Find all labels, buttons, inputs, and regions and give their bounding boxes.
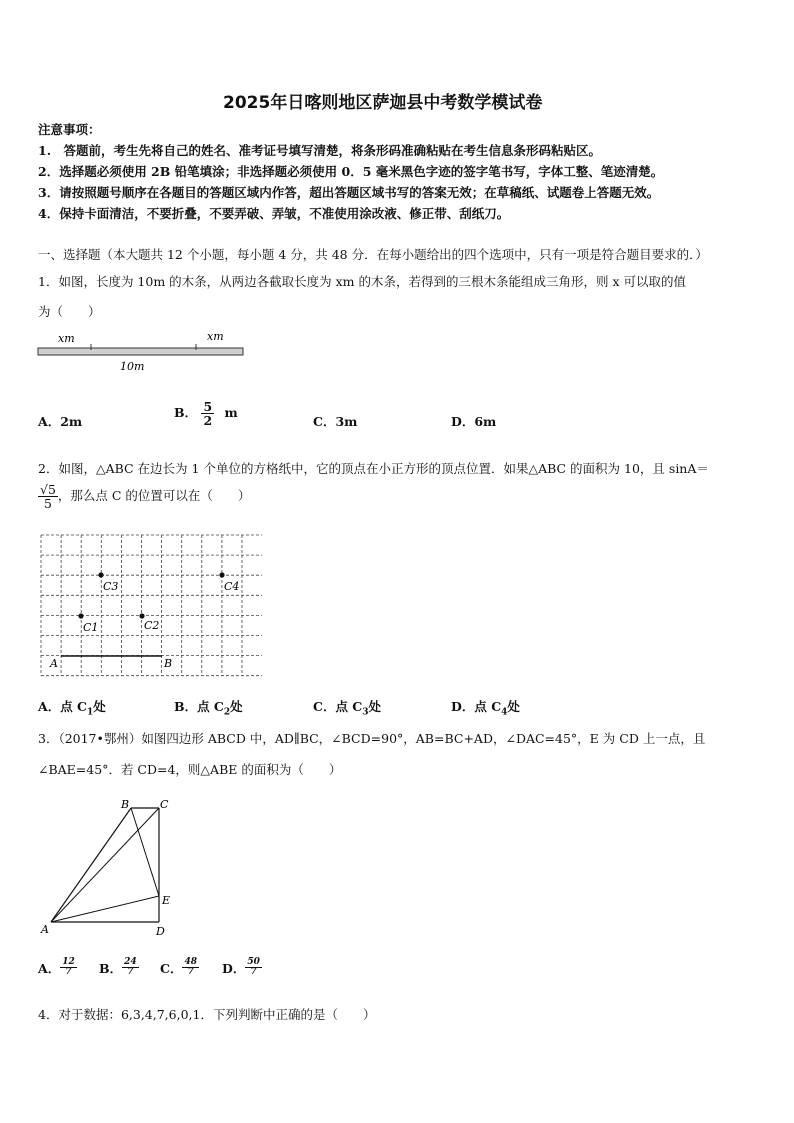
q3-option-a-label: A． xyxy=(38,960,61,976)
q2-option-b xyxy=(174,697,243,718)
q1-figure xyxy=(36,328,248,376)
q3-figure xyxy=(38,795,178,937)
q3-option-d-fraction xyxy=(245,958,262,978)
q1-option-b-unit: m xyxy=(224,405,238,421)
q2-option-c-sub: 3 xyxy=(362,707,369,718)
q1-option-b-fraction xyxy=(201,400,214,427)
q2-stem-line2-text: ，那么点 C 的位置可以在（ ） xyxy=(57,488,251,504)
notice-item-1: 1. 答题前，考生先将自己的姓名、准考证号填写清楚，将条形码准确粘贴在考生信息条形码粘贴区。 xyxy=(38,143,602,158)
q2-option-c-text: C．点 C xyxy=(313,699,363,714)
q1-stem-line2: 为（ ） xyxy=(38,304,101,319)
label-a: A xyxy=(41,923,49,936)
q2-option-d-end: 处 xyxy=(507,699,520,714)
q3-stem-line2: ∠BAE=45°．若 CD=4，则△ABE 的面积为（ ） xyxy=(38,762,342,777)
q4-stem-line1: 4．对于数据：6,3,4,7,6,0,1．下列判断中正确的是（ ） xyxy=(38,1007,376,1022)
q3-option-a-num: 12 xyxy=(62,957,75,967)
q2-option-b-text: B．点 C xyxy=(174,699,224,714)
q3-stem-line1: 3．（2017•鄂州）如图四边形 ABCD 中，AD∥BC，∠BCD=90°，AB=BC+AD，∠DAC=45°，E 为 CD 上一点，且 xyxy=(38,731,706,746)
q2-option-a-sub: 1 xyxy=(87,707,94,718)
q3-option-b-fraction xyxy=(122,958,139,978)
q2-option-c xyxy=(313,697,381,718)
q2-option-d-text: D．点 C xyxy=(451,699,502,714)
point-c2 xyxy=(139,613,144,618)
q3-option-c xyxy=(160,958,199,978)
q2-frac-num: √5 xyxy=(40,482,56,497)
label-c4: C4 xyxy=(224,580,240,593)
segment-ac xyxy=(51,808,159,922)
q3-option-b-den: 7 xyxy=(127,967,134,978)
notice-item-3: 3．请按照题号顺序在各题目的答题区域内作答，超出答题区域书写的答案无效；在草稿纸、试题卷上答题无效。 xyxy=(38,185,660,200)
q3-option-d-label: D． xyxy=(222,960,246,976)
q3-option-a-fraction xyxy=(60,958,77,978)
label-a: A xyxy=(50,657,58,670)
q3-option-b-label: B． xyxy=(99,960,123,976)
right-length-label: xm xyxy=(207,330,224,343)
q3-option-d-num: 50 xyxy=(247,957,260,967)
page-title: 2025年日喀则地区萨迦县中考数学模试卷 xyxy=(223,93,543,113)
left-length-label: xm xyxy=(58,332,75,345)
q1-option-b-prefix: B． xyxy=(174,405,198,421)
notice-item-2: 2．选择题必须使用 2B 铅笔填涂；非选择题必须使用 0．5 毫米黑色字迹的签字笔书写，字体工整、笔迹清楚。 xyxy=(38,164,664,179)
edge-ab xyxy=(51,808,131,922)
notice-item-4: 4．保持卡面清洁，不要折叠，不要弄破、弄皱，不准使用涂改液、修正带、刮纸刀。 xyxy=(38,206,510,221)
q3-option-c-num: 48 xyxy=(184,957,197,967)
q2-option-a-text: A．点 C xyxy=(38,699,87,714)
point-c4 xyxy=(219,572,224,577)
q3-option-d-den: 7 xyxy=(250,967,257,978)
q1-stem-line1: 1．如图，长度为 10m 的木条，从两边各截取长度为 xm 的木条，若得到的三根木条能组成三角形，则 x 可以取的值 xyxy=(38,274,687,289)
q2-grid-figure xyxy=(41,535,263,677)
q2-option-c-end: 处 xyxy=(368,699,382,714)
q1-option-b-num: 5 xyxy=(203,399,213,414)
q3-option-a xyxy=(38,958,77,978)
point-c1 xyxy=(78,613,83,618)
q3-option-c-fraction xyxy=(182,958,199,978)
q2-option-b-sub: 2 xyxy=(223,707,231,718)
q1-option-b xyxy=(174,400,238,427)
q3-option-d xyxy=(222,958,262,978)
grid-lines xyxy=(41,535,262,676)
q2-option-a-end: 处 xyxy=(93,699,106,714)
q2-option-d xyxy=(451,697,520,718)
notice-heading: 注意事项： xyxy=(38,122,101,137)
q3-option-a-den: 7 xyxy=(65,967,72,978)
q3-option-c-label: C． xyxy=(160,960,183,976)
label-c2: C2 xyxy=(144,619,160,632)
q3-option-b-num: 24 xyxy=(124,957,137,967)
q2-stem-line1: 2．如图，△ABC 在边长为 1 个单位的方格纸中，它的顶点在小正方形的顶点位置．如果△ABC 的面积为 10，且 sinA＝ xyxy=(38,461,709,476)
label-d: D xyxy=(156,925,165,938)
q2-option-a xyxy=(38,697,106,718)
label-b: B xyxy=(121,798,130,811)
label-b: B xyxy=(164,657,173,670)
q2-option-b-end: 处 xyxy=(230,699,243,714)
q2-sin-fraction xyxy=(38,483,58,510)
label-c: C xyxy=(160,798,169,811)
q2-stem-line2 xyxy=(38,483,250,510)
label-c1: C1 xyxy=(83,621,99,634)
label-c3: C3 xyxy=(103,580,119,593)
q2-frac-den: 5 xyxy=(43,496,52,512)
q1-option-d: D．6m xyxy=(451,414,497,429)
point-c3 xyxy=(98,572,103,577)
label-e: E xyxy=(162,894,171,907)
q1-option-b-den: 2 xyxy=(203,413,213,429)
total-length-label: 10m xyxy=(120,360,145,373)
q3-option-b xyxy=(99,958,139,978)
q3-option-c-den: 7 xyxy=(187,967,194,978)
q1-option-c: C．3m xyxy=(313,414,358,429)
q1-option-a: A．2m xyxy=(38,414,83,429)
q2-option-d-sub: 4 xyxy=(501,707,508,718)
wood-bar xyxy=(38,348,243,355)
section-heading: 一、选择题（本大题共 12 个小题，每小题 4 分，共 48 分．在每小题给出的四个选项中，只有一项是符合题目要求的．） xyxy=(38,247,708,262)
segment-be xyxy=(131,808,159,896)
